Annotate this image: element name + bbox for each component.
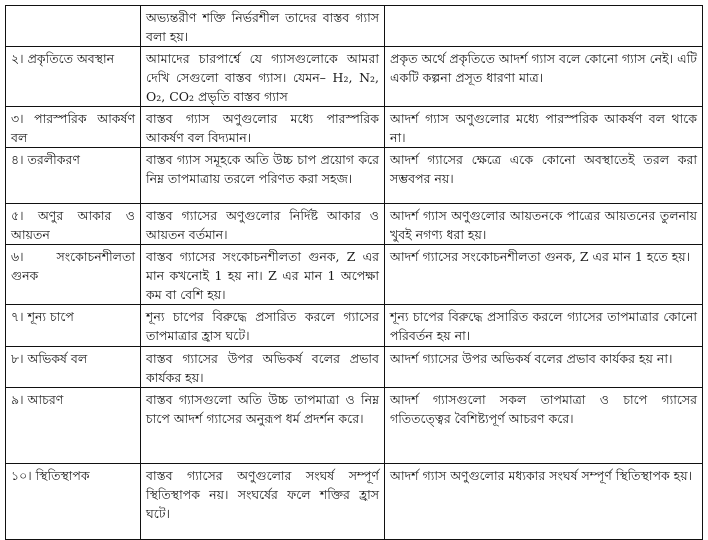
table-row xyxy=(6,107,703,148)
real-gas-cell: শূন্য চাপের বিরুদ্ধে প্রসারিত করলে গ্যাসের তাপমাত্রার হ্রাস ঘটে। xyxy=(141,305,385,347)
property-cell: ৫। অণুর আকার ও আয়তন xyxy=(6,204,141,245)
table-row xyxy=(6,305,703,347)
ideal-gas-cell: প্রকৃত অর্থে প্রকৃতিতে আদর্শ গ্যাস বলে কোনো গ্যাস নেই। এটি একটি কল্পনা প্রসূত ধারণা মাত্র। xyxy=(385,47,703,107)
ideal-gas-cell: আদর্শ গ্যাসের ক্ষেত্রে একে কোনো অবস্থাতেই তরল করা সম্ভবপর নয়। xyxy=(385,148,703,204)
ideal-gas-cell: আদর্শ গ্যাসের উপর অভিকর্ষ বলের প্রভাব কার্যকর হয় না। xyxy=(385,347,703,388)
property-cell: ৪। তরলীকরণ xyxy=(6,148,141,204)
real-gas-cell: বাস্তব গ্যাসের সংকোচনশীলতা গুনক, Z এর মান কখনোই 1 হয় না। Z এর মান 1 অপেক্ষা কম বা বেশি হয়। xyxy=(141,245,385,305)
ideal-gas-cell: আদর্শ গ্যাসের সংকোচনশীলতা গুনক, Z এর মান 1 হতে হয়। xyxy=(385,245,703,305)
real-gas-cell: বাস্তব গ্যাসের উপর অভিকর্ষ বলের প্রভাব কার্যকর হয়। xyxy=(141,347,385,388)
real-gas-cell: বাস্তব গ্যাস অণুগুলোর মধ্যে পারস্পরিক আকর্ষণ বল বিদ্যমান। xyxy=(141,107,385,148)
ideal-gas-cell: আদর্শ গ্যাস অণুগুলোর আয়তনকে পাত্রের আয়তনের তুলনায় খুবই নগণ্য ধরা হয়। xyxy=(385,204,703,245)
real-gas-cell: বাস্তব গ্যাসগুলো অতি উচ্চ তাপমাত্রা ও নিম্ন চাপে আদর্শ গ্যাসের অনুরূপ ধর্ম প্রদর্শন করে। xyxy=(141,388,385,464)
property-cell: ২। প্রকৃতিতে অবস্থান xyxy=(6,47,141,107)
table-row xyxy=(6,347,703,388)
real-gas-cell: বাস্তব গ্যাসের অণুগুলোর সংঘর্ষ সম্পূর্ণ স্থিতিস্থাপক নয়। সংঘর্ষের ফলে শক্তির হ্রাস ঘটে। xyxy=(141,464,385,540)
table-row xyxy=(6,204,703,245)
real-gas-cell: বাস্তব গ্যাস সমূহকে অতি উচ্চ চাপ প্রয়োগ করে নিম্ন তাপমাত্রায় তরলে পরিণত করা সহজ। xyxy=(141,148,385,204)
property-cell: ৯। আচরণ xyxy=(6,388,141,464)
real-vs-ideal-gas-comparison-table xyxy=(5,5,703,540)
property-cell: ৩। পারস্পরিক আকর্ষণ বল xyxy=(6,107,141,148)
table-row xyxy=(6,47,703,107)
ideal-gas-cell xyxy=(385,6,703,47)
real-gas-cell: আমাদের চারপার্শ্বে যে গ্যাসগুলোকে আমরা দেখি সেগুলো বাস্তব গ্যাস। যেমন– H₂, N₂, O₂, CO₂ প্রভৃতি বাস্তব গ্যাস xyxy=(141,47,385,107)
table-body xyxy=(6,6,703,540)
real-gas-cell: বাস্তব গ্যাসের অণুগুলোর নির্দিষ্ট আকার ও আয়তন বর্তমান। xyxy=(141,204,385,245)
property-cell xyxy=(6,6,141,47)
ideal-gas-cell: আদর্শ গ্যাস অণুগুলোর মধ্যে পারস্পরিক আকর্ষণ বল থাকে না। xyxy=(385,107,703,148)
property-cell: ১০। স্থিতিস্থাপক xyxy=(6,464,141,540)
property-cell: ৭। শূন্য চাপে xyxy=(6,305,141,347)
table-row xyxy=(6,464,703,540)
table-row xyxy=(6,388,703,464)
ideal-gas-cell: আদর্শ গ্যাস অণুগুলোর মধ্যকার সংঘর্ষ সম্পূর্ণ স্থিতিস্থাপক হয়। xyxy=(385,464,703,540)
ideal-gas-cell: শূন্য চাপের বিরুদ্ধে প্রসারিত করলে গ্যাসের তাপমাত্রার কোনো পরিবর্তন হয় না। xyxy=(385,305,703,347)
real-gas-cell: অভ্যন্তরীণ শক্তি নির্ভরশীল তাদের বাস্তব গ্যাস বলা হয়। xyxy=(141,6,385,47)
property-cell: ৮। অভিকর্ষ বল xyxy=(6,347,141,388)
table-row xyxy=(6,6,703,47)
table-row xyxy=(6,148,703,204)
table-row xyxy=(6,245,703,305)
ideal-gas-cell: আদর্শ গ্যাসগুলো সকল তাপমাত্রা ও চাপে গ্যাসের গতিতত্ত্বের বৈশিষ্ট্যপূর্ণ আচরণ করে। xyxy=(385,388,703,464)
property-cell: ৬। সংকোচনশীলতা গুনক xyxy=(6,245,141,305)
